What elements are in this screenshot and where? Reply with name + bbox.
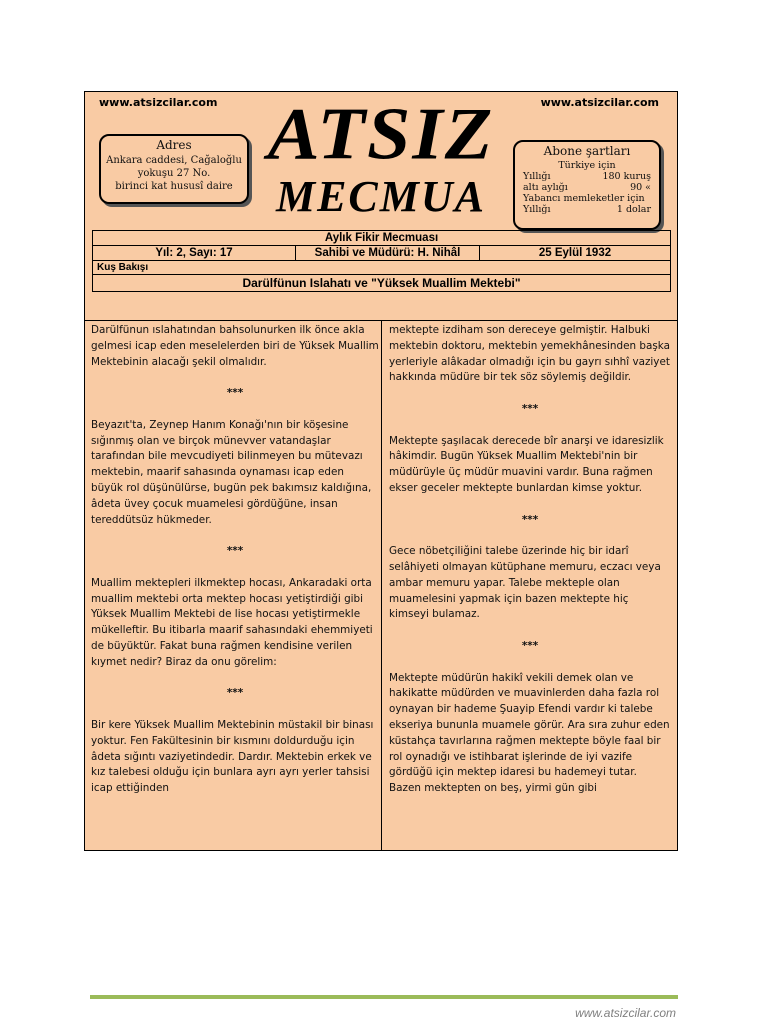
site-url-left: www.atsizcilar.com: [99, 96, 218, 109]
paragraph: Muallim mektepleri ilkmektep hocası, Ankaradaki orta muallim mektebi orta mektep hocası yetiştirdiği gibi Yüksek Muallim Mektebi de lise hocası yetiştirmekle mükelleftir. Bu itibarla maarif sahasındaki ehemmiyeti de büyüktür. Fakat buna rağmen kendisine verilen kıymet nedir? Biraz da onu görelim:: [91, 576, 373, 668]
paragraph: Beyazıt'ta, Zeynep Hanım Konağı'nın bir köşesine sığınmış olan ve birçok münevver vatandaşlar tarafından bile mevcudiyeti bilinmeyen bu mütevazı mektebin, maarif sahasında oynaması icap eden büyük rol düşünülürse, bugün pek bakımsız kaldığına, âdeta üvey çocuk muamelesi gördüğüne, insan tereddütsüz hükmeder.: [91, 418, 372, 526]
subscription-row: [515, 204, 659, 215]
article-left-column: [91, 323, 379, 813]
article-headline: Darülfünun Islahatı ve "Yüksek Muallim Mektebi": [242, 276, 521, 290]
separator: ***: [521, 402, 539, 415]
journal-type: Aylık Fikir Mecmuası: [324, 232, 439, 244]
address-line: birinci kat hususî daire: [115, 181, 233, 192]
magazine-title: ATSIZ: [267, 92, 495, 175]
subscription-row: [515, 182, 659, 193]
magazine-subtitle: MECMUA: [275, 172, 487, 221]
newspaper-page: [84, 91, 678, 851]
paragraph: Mektepte müdürün hakikî vekili demek olan ve hakikatte müdürden ve muavinlerden daha fazla rol oynayan bir hademe Şuayip Efendi vardır ki talebe ekseriya bununla muamele görür. Ara sıra zuhur eden küstahça tavırlarına rağmen mektepte böyle faal bir rol oynadığı ve istihbarat işlerinde de iyi vazife gördüğü için mektep idaresi bu hademeyi tutar. Bazen mektepten on beş, yirmi gün gibi: [389, 671, 670, 795]
paragraph: Gece nöbetçiliğini talebe üzerinde hiç bir idarî selâhiyeti olmayan kütüphane memuru, eczacı veya ambar memuru yapar. Talebe mekteple olan muamelesini yapmak için bazen mektepte hiç kimseyi bulamaz.: [389, 545, 661, 621]
subscription-value: 90 «: [630, 182, 651, 193]
section-row: [92, 261, 671, 275]
article-right-column: [389, 323, 671, 813]
subscription-row: [515, 171, 659, 182]
info-table: [92, 230, 671, 292]
separator: ***: [226, 387, 244, 400]
separator: ***: [521, 513, 539, 526]
issue-date: 25 Eylül 1932: [538, 247, 612, 259]
separator: ***: [226, 545, 244, 558]
address-box: [99, 134, 249, 204]
address-line: Ankara caddesi, Cağaloğlu: [106, 155, 242, 166]
issue-number: Yıl: 2, Sayı: 17: [93, 246, 296, 260]
paragraph: Mektepte şaşılacak derecede bîr anarşi ve idaresizlik hâkimdir. Bugün Yüksek Muallim Mektebi'nin bir müdürüyle üç müdür muavini vardır. Buna rağmen ekser geceler mektepte bunlardan kimse yoktur.: [389, 434, 664, 494]
paragraph: Bir kere Yüksek Muallim Mektebinin müstakil bir binası yoktur. Fen Fakültesinin bir kısmını doldurduğu için âdeta sığıntı vaziyetindedir. Dardır. Mektebin erkek ve kız talebesi olduğu için bunlara ayrı ayrı yerler tahsisi icap ettiğinden: [91, 718, 374, 795]
footer-rule: [90, 995, 678, 999]
paragraph: mektepte izdiham son dereceye gelmiştir. Halbuki mektebin doktoru, mektebin yemekhânesinden başka yerleriyle alâkadar olmadığı için bu gayrı sıhhî vaziyet hakkında müdüre bir tek söz söylemiş değildir.: [389, 324, 670, 384]
separator: ***: [521, 639, 539, 652]
subscription-label: altı aylığı: [523, 182, 568, 193]
section-name: Kuş Bakışı: [97, 262, 149, 273]
subscription-label: Yabancı memleketler için: [523, 193, 645, 204]
paragraph: Darülfünun ıslahatından bahsolunurken ilk önce akla gelmesi icap eden meselelerden biri de Yüksek Muallim Mektebinin alacağı şekil olmalıdır.: [91, 324, 379, 368]
address-line: yokuşu 27 No.: [137, 168, 211, 179]
issue-row: [92, 246, 671, 261]
separator: ***: [226, 687, 244, 700]
subscription-heading: Abone şartları: [543, 144, 631, 158]
subscription-value: 1 dolar: [616, 204, 651, 215]
subscription-row: [515, 193, 659, 204]
subscription-value: 180 kuruş: [602, 171, 651, 182]
subscription-box: [513, 140, 661, 230]
subscription-label: Yıllığı: [523, 204, 551, 215]
journal-type-row: [92, 230, 671, 246]
column-divider: [381, 321, 382, 851]
subscription-country: Türkiye için: [558, 160, 616, 171]
site-url-right: www.atsizcilar.com: [540, 96, 659, 109]
headline-row: [92, 275, 671, 292]
footer-link[interactable]: www.atsizcilar.com: [575, 1006, 676, 1020]
owner: Sahibi ve Müdürü: H. Nihâl: [296, 246, 480, 260]
subscription-label: Yıllığı: [523, 171, 551, 182]
masthead: [85, 92, 677, 230]
address-heading: Adres: [156, 138, 192, 152]
article-columns: [85, 320, 677, 851]
